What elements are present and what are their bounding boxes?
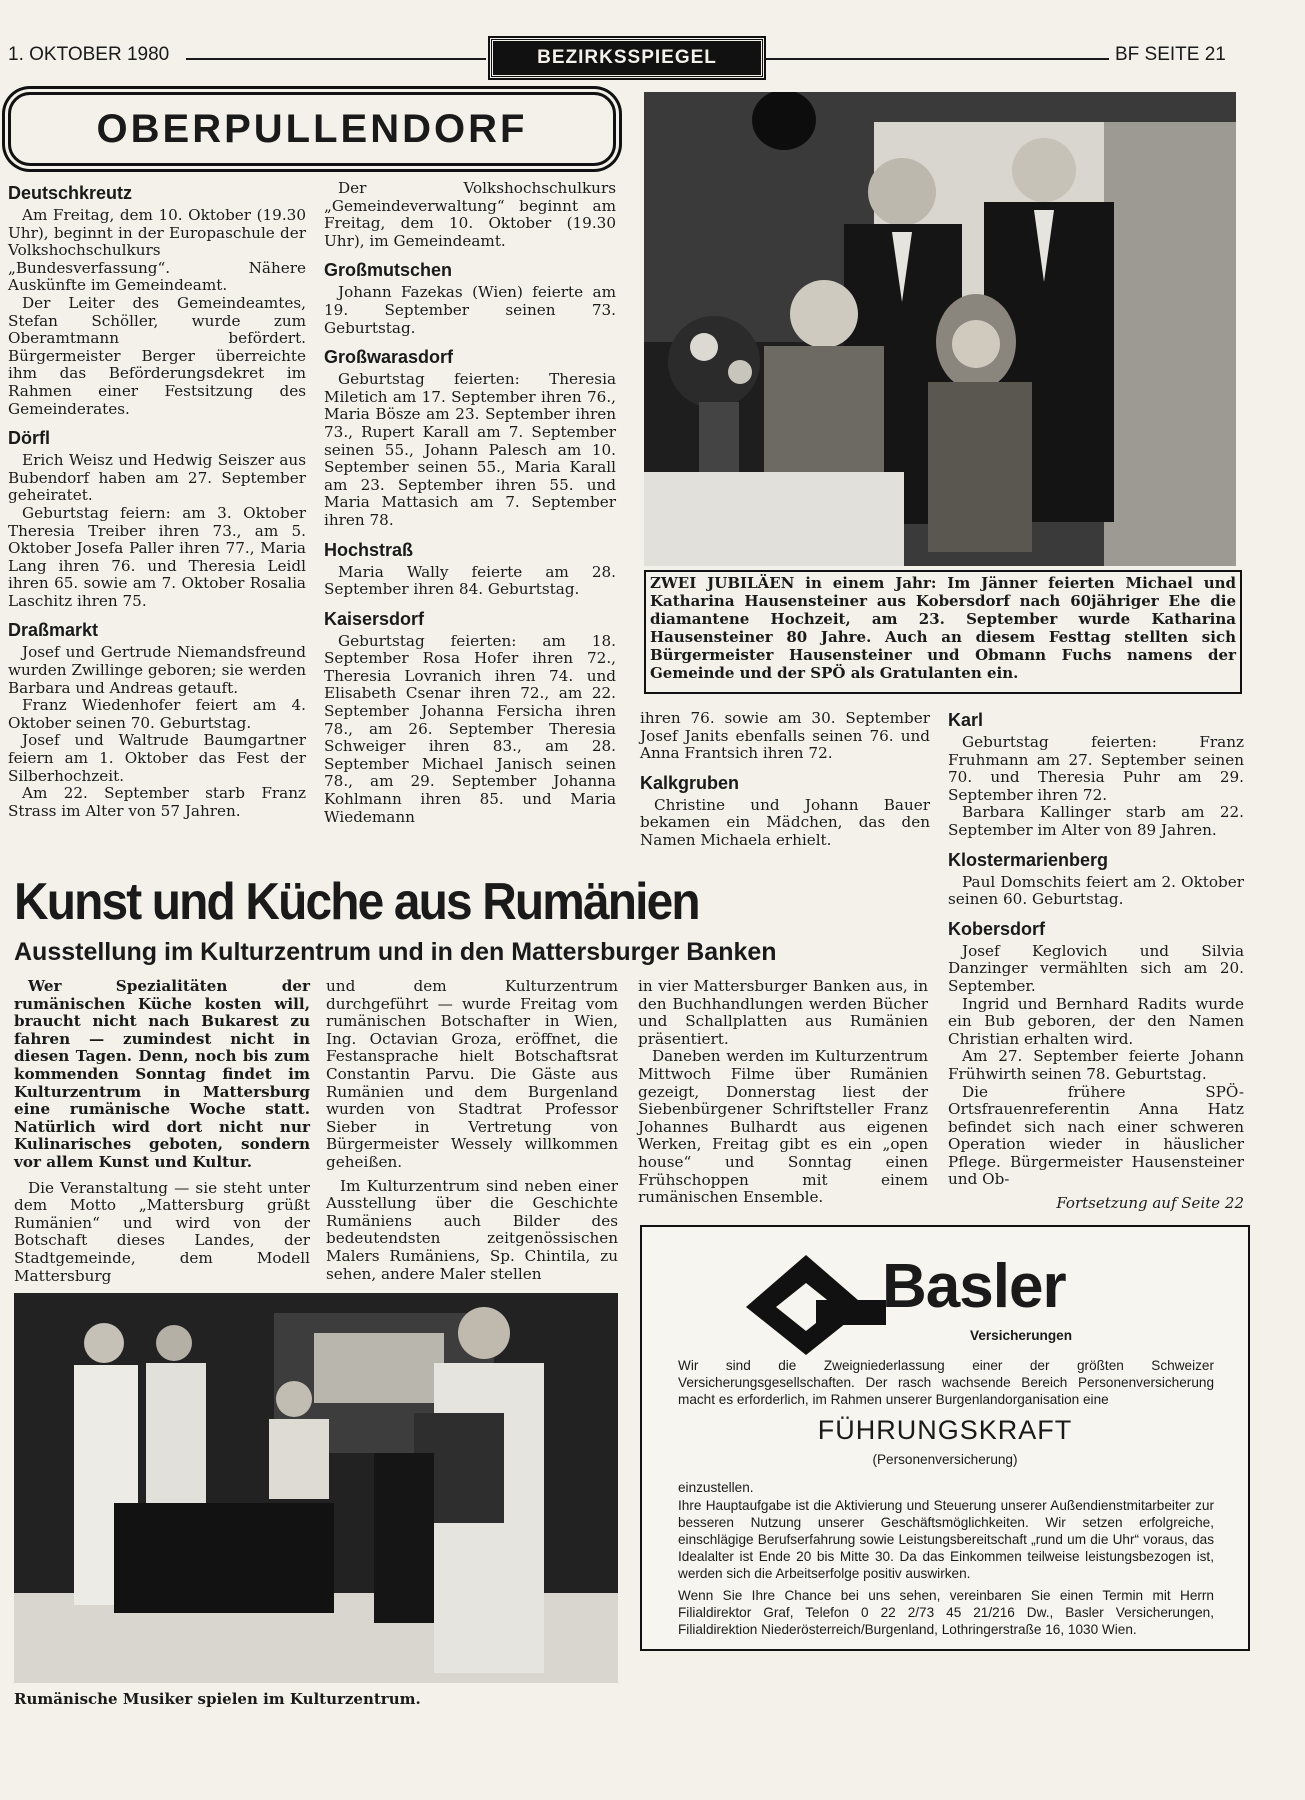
brand-subtitle: Versicherungen [970,1328,1072,1343]
paragraph: Maria Wally feierte am 28. September ihren 84. Geburtstag. [324,562,616,599]
paragraph: Am Freitag, dem 10. Oktober (19.30 Uhr), beginnt in der Europaschule der Volkshochschulkurs „Bundesverfassung“. Nähere Auskünfte im Gemeindeamt. [8,206,306,295]
page-number: BF SEITE 21 [1115,44,1226,65]
musicians-caption: Rumänische Musiker spielen im Kulturzentrum. [14,1690,421,1708]
paragraph: in vier Mattersburger Banken aus, in den Buchhandlungen werden Bücher und Schallplatten aus Rumänien präsentiert. [638,977,928,1048]
district-title-box [8,92,616,166]
ad-position-title: FÜHRUNGSKRAFT [817,1415,1073,1445]
paragraph: Am 27. September feierte Johann Frühwirth seinen 78. Geburtstag. [948,1047,1244,1083]
musicians-photo-image [14,1293,618,1683]
paragraph: Im Kulturzentrum sind neben einer Ausstellung über die Geschichte Rumäniens auch Bilder des bedeutendsten zeitgenössischen Malers Rumäniens, Sp. Chintila, zu sehen, andere Maler stellen [326,1176,618,1283]
ad-contact: Wenn Sie Ihre Chance bei uns sehen, vereinbaren Sie einen Termin mit Herrn Filialdirektor Graf, Telefon 0 22 2/73 45 21/216 Dw., Basler Versicherungen, Filialdirektion Niederösterreich/Burgenland, Lothringerstraße 16, 1030 Wien. [678,1588,1214,1637]
paragraph: Der Volkshochschulkurs „Gemeindeverwaltung“ beginnt am Freitag, dem 10. Oktober (19.30 Uhr), im Gemeindeamt. [324,179,616,250]
section-heading: Dörfl [8,428,50,449]
header-rule-left [186,58,486,60]
ad-body-2: Ihre Hauptaufgabe ist die Aktivierung und Steuerung unserer Außendienstmitarbeiter zur besseren Nutzung unserer Geschäftsmöglichkeiten. Wir setzen erfolgreiche, einschlägige Berufserfahrung sowie Leistungsbereitschaft „rund um die Uhr“ voraus, das Idealalter ist Ende 20 bis Mitte 30. Da das Einkommen teilweise leistungsbezogen ist, werden sich die Arbeitserfolge positiv auswirken. [678,1498,1214,1581]
article-headline: Kunst und Küche aus Rumänien [14,873,699,931]
news-column-1 [8,183,306,820]
musicians-photo [14,1293,618,1683]
article-subhead: Ausstellung im Kulturzentrum und in den Mattersburger Banken [14,938,777,966]
jubilee-caption [644,570,1242,694]
paragraph: Der Leiter des Gemeindeamtes, Stefan Schöller, wurde zum Oberamtmann befördert. Bürgermeister Berger überreichte ihm das Beförderungsdekret im Rahmen einer Festsitzung des Gemeinderates. [8,293,306,418]
issue-date: 1. OKTOBER 1980 [8,44,170,65]
paragraph: Geburtstag feierten: Theresia Miletich am 17. September ihren 76., Maria Bösze am 23. September ihren 73., Rupert Karall am 7. September seinen 55., Johann Palesch am 10. September seinen 55., Maria Karall am 23. September ihren 55. und Maria Mattasich am 7. September ihren 78. [324,370,616,529]
jubilee-photo-image [644,92,1236,566]
paragraph: Am 22. September starb Franz Strass im Alter von 57 Jahren. [8,784,306,820]
news-column-2 [324,180,616,826]
paragraph: Geburtstag feierten: Franz Fruhmann am 27. September seinen 70. und Theresia Puhr am 29. September ihren 72. [948,733,1244,804]
paragraph: Daneben werden im Kulturzentrum Mittwoch Filme über Rumänien gezeigt, Donnerstag liest der Siebenbürgener Schriftsteller Franz Johannes Bulhardt aus eigenen Werken, Freitag gibt es ein „open house“ und Sonntag einen Frühschoppen mit einem rumänischen Ensemble. [638,1047,928,1207]
paragraph: Franz Wiedenhofer feiert am 4. Oktober seinen 70. Geburtstag. [8,696,306,732]
district-title: OBERPULLENDORF [96,107,528,151]
article-lead: Wer Spezialitäten der rumänischen Küche kosten will, braucht nicht nach Bukarest zu fahren — zumindest nicht in diesen Tagen. Denn, noch bis zum kommenden Sonntag findet im Kulturzentrum in Mattersburg eine rumänische Woche statt. Natürlich wird dort nicht nur Kulinarisches geboten, sondern vor allem Kunst und Kultur. [14,977,310,1171]
section-heading: Kaisersdorf [324,608,425,629]
section-heading: Deutschkreutz [8,183,133,203]
paragraph: Josef und Gertrude Niemandsfreund wurden Zwillinge geboren; sie werden Barbara und Andreas getauft. [8,643,306,697]
header-rule-right [766,58,1109,60]
paragraph: Christine und Johann Bauer bekamen ein Mädchen, das den Namen Michaela erhielt. [640,795,930,849]
paragraph: Erich Weisz und Hedwig Seiszer aus Bubendorf haben am 27. September geheiratet. [8,451,306,505]
paragraph: Barbara Kallinger starb am 22. September im Alter von 89 Jahren. [948,803,1244,839]
section-heading: Großwarasdorf [324,347,454,368]
section-label: BEZIRKSSPIEGEL [490,38,764,78]
paragraph: Die frühere SPÖ-Ortsfrauenreferentin Anna Hatz befindet sich nach einer schweren Operation wieder in häuslicher Pflege. Bürgermeister Hausensteiner und Ob- [948,1082,1244,1189]
article-column-2 [326,978,618,1283]
continuation-note: Fortsetzung auf Seite 22 [1056,1194,1244,1213]
section-heading: Kalkgruben [640,772,740,793]
news-column-4 [948,710,1244,1213]
paragraph: Johann Fazekas (Wien) feierte am 19. September seinen 73. Geburtstag. [324,283,616,337]
caption-text: ZWEI JUBILÄEN in einem Jahr: Im Jänner feierten Michael und Katharina Hausensteiner aus Kobersdorf nach 60jähriger Ehe die diamantene Hochzeit, am 23. September wurde Katharina Hausensteiner 80 Jahre. Auch an diesem Festtag stellten sich Bürgermeister Hausensteiner und Obmann Fuchs namens der Gemeinde und der SPÖ als Gratulanten ein. [650,574,1236,682]
section-heading: Großmutschen [324,260,453,281]
paragraph: Josef Keglovich und Silvia Danzinger vermählten sich am 20. September. [948,941,1244,995]
paragraph: ihren 76. sowie am 30. September Josef Janits ebenfalls seinen 76. und Anna Frantsich ihren 72. [640,709,930,763]
paragraph: Paul Domschits feiert am 2. Oktober seinen 60. Geburtstag. [948,872,1244,909]
news-column-3 [640,710,930,850]
basler-advertisement [640,1225,1250,1651]
jubilee-photo [644,92,1236,566]
paragraph: Geburtstag feiern: am 3. Oktober Theresia Treiber ihren 73., am 5. Oktober Josefa Paller ihren 77., Maria Lang ihren 76. und Theresia Leidl ihren 65. sowie am 7. Oktober Rosalia Laschitz ihren 75. [8,503,306,610]
article-column-3 [638,978,928,1207]
section-heading: Klostermarienberg [948,849,1109,870]
ad-body-1: einzustellen. [678,1480,754,1495]
ad-intro: Wir sind die Zweigniederlassung einer der größten Schweizer Versicherungsgesellschaften. Der rasch wachsende Bereich Personenversicherung macht es erforderlich, im Rahmen unserer Burgenlandorganisation eine [678,1358,1214,1407]
section-heading: Kobersdorf [948,918,1046,939]
brand-name: Basler [882,1252,1066,1321]
section-heading: Hochstraß [324,539,414,560]
ad-position-subtitle: (Personenversicherung) [872,1452,1018,1467]
paragraph: Josef und Waltrude Baumgartner feiern am 1. Oktober das Fest der Silberhochzeit. [8,731,306,785]
article-column-1 [14,978,310,1285]
paragraph: Die Veranstaltung — sie steht unter dem Motto „Mattersburg grüßt Rumänien“ und wird von der Botschaft dieses Landes, der Stadtgemeinde, dem Modell Mattersburg [14,1178,310,1285]
section-heading: Karl [948,710,984,730]
paragraph: und dem Kulturzentrum durchgeführt — wurde Freitag vom rumänischen Botschafter in Wien, Ing. Octavian Groza, eröffnet, die Festansprache hielt Botschaftsrat Constantin Parvu. Die Gäste aus Rumänien und dem Burgenland wurden von Stadtrat Professor Sieber in Vertretung von Bürgermeister Wessely willkommen geheißen. [326,977,618,1171]
paragraph: Ingrid und Bernhard Radits wurde ein Bub geboren, der den Namen Christian erhalten wird. [948,994,1244,1048]
basler-logo-icon [746,1255,886,1355]
paragraph: Geburtstag feierten: am 18. September Rosa Hofer ihren 72., Theresia Lovranich ihren 74. und Elisabeth Csenar ihren 72., am 22. September Johanna Fersicha ihren 78., am 26. September Theresia Schweiger ihren 83., am 28. September Michael Janisch seinen 78., am 29. September Johanna Kohlmann ihren 85. und Maria Wiedemann [324,631,616,826]
section-heading: Draßmarkt [8,620,99,641]
